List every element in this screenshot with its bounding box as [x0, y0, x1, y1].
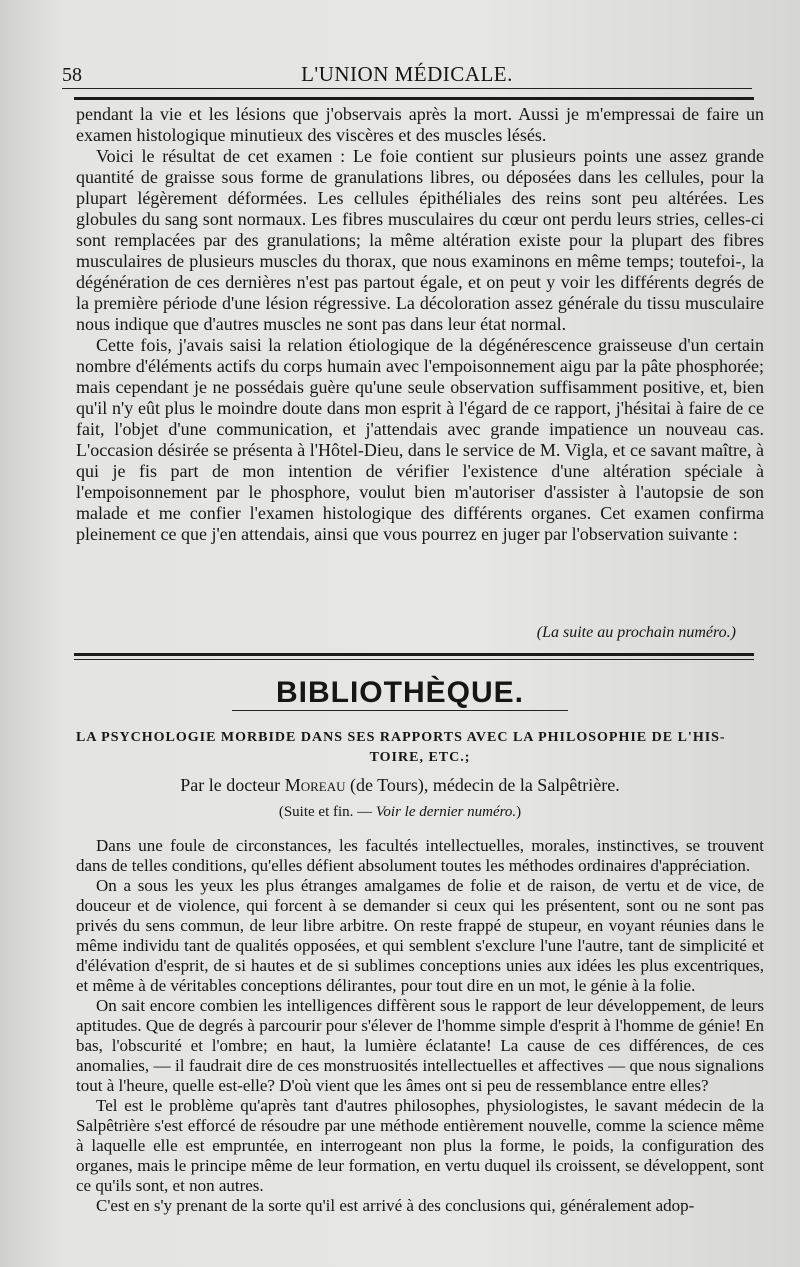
article-body: [76, 104, 764, 545]
note-close: ): [516, 804, 522, 820]
review-heading-line2: TOIRE, ETC.;: [369, 750, 471, 765]
review-paragraph: C'est en s'y prenant de la sorte qu'il est arrivé à des conclusions qui, généralement adop-: [96, 1196, 695, 1215]
review-heading-line1: LA PSYCHOLOGIE MORBIDE DANS SES RAPPORTS AVEC LA PHILOSOPHIE DE L'HIS-: [76, 730, 726, 745]
note-ref: Voir le dernier numéro.: [375, 804, 517, 820]
header-rule-thick: [74, 97, 754, 100]
review-note: [0, 804, 800, 821]
title-underline: [232, 710, 568, 711]
page-header: [62, 60, 752, 90]
review-paragraph: Dans une foule de circonstances, les facultés intellectuelles, morales, instinctives, se trouvent dans de telles conditions, qu'elles défient absolument toutes les méthodes ordinaires d'appréciation.: [76, 836, 764, 875]
article-paragraph: pendant la vie et les lésions que j'observais après la mort. Aussi je m'empressai de faire un examen histologique minutieux des viscères et des muscles lésés.: [76, 104, 764, 145]
review-paragraph: On a sous les yeux les plus étranges amalgames de folie et de raison, de vertu et de vice, de douceur et de violence, qui forcent à se demander si ceux qui les présentent, sont ou ne sont pas privés du sens commun, de leur libre arbitre. On reste frappé de stupeur, en voyant réunies dans le même individu tant de qualités opposées, et qui semblent s'exclure l'une l'autre, tant de simplicité et d'élévation d'esprit, de si hautes et de si sublimes conceptions unies aux idées les plus excentriques, et même à de véritables conceptions délirantes, pour tout dire en un mot, le génie à la folie.: [76, 876, 764, 995]
article-paragraph: Voici le résultat de cet examen : Le foie contient sur plusieurs points une assez grande quantité de graisse sous forme de granulations libres, ou déposées dans les cellules, pour la plupart légèrement déformées. Les cellules épithéliales des reins sont peu altérées. Les globules du sang sont normaux. Les fibres musculaires du cœur ont perdu leurs stries, celles-ci sont remplacées par des granulations; la même altération existe pour la plupart des fibres musculaires de plusieurs muscles du thorax, que nous examinons en même temps; toutefoi-, la dégénération de ces dernières n'est pas partout égale, et on peut y voir les différents degrés de la première période d'une lésion régressive. La décoloration assez générale du tissu musculaire nous indique que d'autres muscles ne sont pas dans leur état normal.: [76, 146, 764, 334]
author-prefix: Par le docteur: [180, 775, 281, 795]
review-heading: [76, 728, 764, 768]
header-rule: [62, 88, 752, 89]
running-title: L'UNION MÉDICALE.: [301, 62, 513, 86]
review-author: [0, 775, 800, 796]
section-divider: [74, 653, 754, 656]
section-divider-thin: [74, 659, 754, 660]
author-name: Moreau: [284, 775, 346, 795]
review-paragraph: On sait encore combien les intelligences diffèrent sous le rapport de leur développement, de leurs aptitudes. Que de degrés à parcourir pour s'élever de l'homme simple d'esprit à l'homme de génie! En bas, l'obscurité et l'ombre; en haut, la lumière éclatante! La cause de ces différences, de ces anomalies, — il faudrait dire de ces monstruosités intellectuelles et affectives — que nous signalions tout à l'heure, quelle est-elle? D'où vient que les âmes ont si peu de ressemblance entre elles?: [76, 996, 764, 1095]
page-number: 58: [62, 64, 82, 86]
article-paragraph: Cette fois, j'avais saisi la relation étiologique de la dégénérescence graisseuse d'un certain nombre d'éléments actifs du corps humain avec l'empoisonnement aigu par la pâte phosphorée; mais cependant je ne possédais guère qu'une seule observation suffisamment positive, et, bien qu'il n'y eût plus le moindre doute dans mon esprit à l'égard de ce rapport, j'hésitai à faire de ce fait, l'objet d'une communication, et j'attendais avec grande impatience un nouveau cas. L'occasion désirée se présenta à l'Hôtel-Dieu, dans le service de M. Vigla, et ce savant maître, à qui je fis part de mon intention de vérifier l'existence d'une altération spéciale à l'empoisonnement par le phosphore, voulut bien m'autoriser d'assister à l'autopsie de son malade et me confier l'examen histologique des différents organes. Cet examen confirma pleinement ce que j'en attendais, ainsi que vous pourrez en juger par l'observation suivante :: [76, 335, 764, 544]
section-title: BIBLIOTHÈQUE.: [275, 676, 524, 709]
review-paragraph: Tel est le problème qu'après tant d'autres philosophes, physiologistes, le savant médecin de la Salpêtrière s'est efforcé de résoudre par une méthode entièrement nouvelle, comme la science même à laquelle elle est empruntée, en interrogeant non plus la forme, le poids, la configuration des organes, mais le principe même de leur formation, en vertu duquel ils croissent, se développent, sont ce qu'ils sont, et non autres.: [76, 1096, 764, 1195]
author-suffix: (de Tours), médecin de la Salpêtrière.: [349, 775, 620, 795]
note-open: (Suite et fin. —: [278, 804, 373, 820]
review-body: [76, 836, 764, 1216]
continued-note: (La suite au prochain numéro.): [536, 624, 736, 641]
